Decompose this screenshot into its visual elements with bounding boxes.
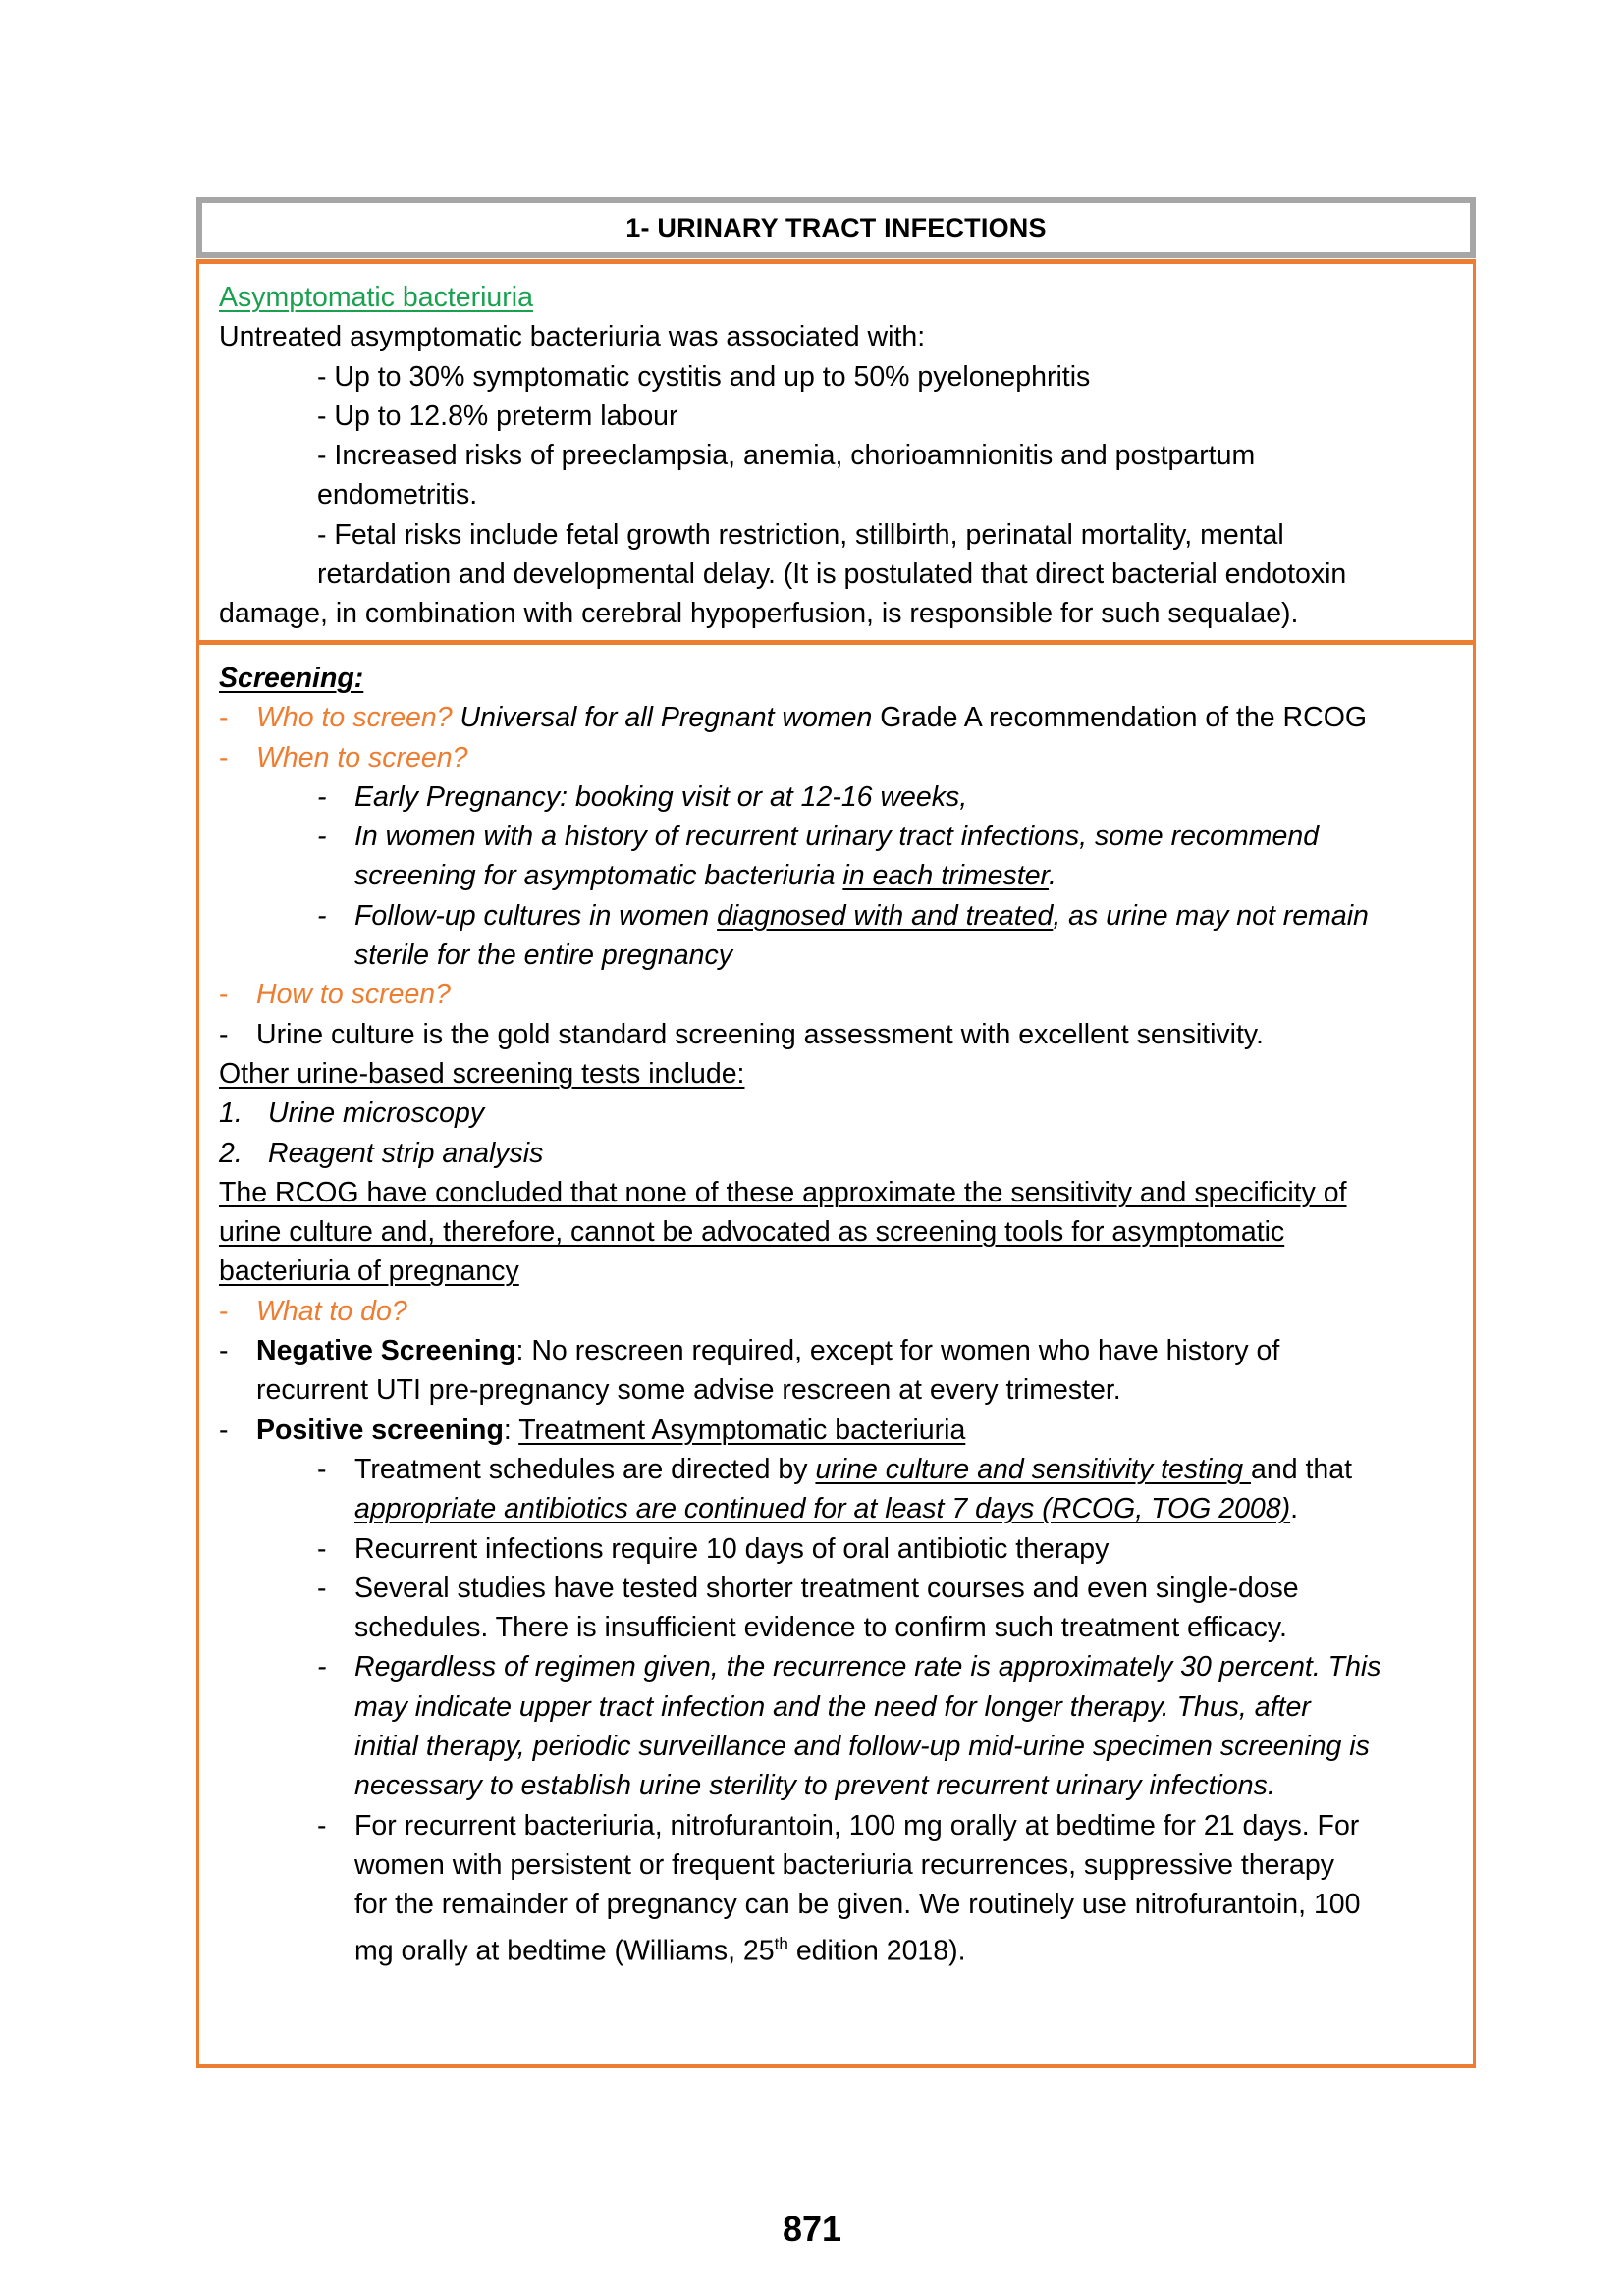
bullet-dash: -: [219, 702, 229, 734]
screening-box: [196, 645, 1476, 2068]
what-to-do-row: [219, 1292, 1453, 1331]
text: Treatment schedules are directed by: [354, 1453, 816, 1485]
underlined-text: diagnosed with and treated: [717, 899, 1054, 932]
text: screening for asymptomatic bacteriuria: [354, 860, 843, 892]
treatment-item-cont: women with persistent or frequent bacteriuria recurrences, suppressive therapy: [354, 1848, 1334, 1881]
treatment-heading: Treatment Asymptomatic bacteriuria: [518, 1414, 966, 1446]
risk-item: - Up to 30% symptomatic cystitis and up to 50% pyelonephritis: [317, 360, 1091, 393]
who-to-screen-answer: Universal for all Pregnant women: [460, 702, 873, 734]
text: edition 2018).: [787, 1935, 966, 1966]
when-item-cont: sterile for the entire pregnancy: [354, 939, 732, 972]
risk-item: - Fetal risks include fetal growth restriction, stillbirth, perinatal mortality, mental: [317, 518, 1284, 551]
treatment-item-cont: may indicate upper tract infection and the need for longer therapy. Thus, after: [354, 1690, 1311, 1723]
treatment-text: For recurrent bacteriuria, nitrofurantoin, 100 mg orally at bedtime for 21 days. For: [354, 1809, 1360, 1842]
bullet-dash: -: [317, 780, 327, 813]
section-heading-asymptomatic-bacteriuria: Asymptomatic bacteriuria: [219, 282, 533, 313]
who-to-screen-row: [219, 698, 1453, 737]
chapter-title: 1- URINARY TRACT INFECTIONS: [625, 212, 1047, 242]
when-to-screen-row: [219, 738, 1453, 777]
underlined-text: in each trimester: [842, 860, 1049, 892]
treatment-item-cont: [219, 1925, 1453, 1971]
risk-item-cont: endometritis.: [317, 479, 478, 511]
risk-item: - Increased risks of preeclampsia, anemia, chorioamnionitis and postpartum: [317, 440, 1256, 472]
test-number: 1.: [219, 1097, 243, 1130]
bullet-dash: -: [317, 1651, 327, 1683]
negative-screening-text: : No rescreen required, except for women who have history of: [515, 1335, 1280, 1367]
negative-screening-cont: recurrent UTI pre-pregnancy some advise rescreen at every trimester.: [256, 1374, 1121, 1407]
treatment-item-cont: initial therapy, periodic surveillance and follow-up mid-urine specimen screening is: [354, 1731, 1370, 1763]
treatment-item: [219, 1569, 1453, 1608]
negative-screening-row: [219, 1331, 1453, 1370]
treatment-item: [219, 1450, 1453, 1489]
intro-text: Untreated asymptomatic bacteriuria was associated with:: [219, 321, 926, 353]
text: .: [1290, 1493, 1299, 1525]
bullet-dash: -: [219, 979, 229, 1011]
when-item-text: Early Pregnancy: booking visit or at 12-16 weeks,: [354, 780, 968, 813]
test-item: [219, 1134, 1453, 1173]
treatment-text: Regardless of regimen given, the recurrence rate is approximately 30 percent. This: [354, 1651, 1381, 1683]
chapter-title-box: [196, 197, 1476, 258]
positive-screening-row: [219, 1411, 1453, 1450]
text: Follow-up cultures in women: [354, 899, 718, 932]
when-item-cont: [219, 856, 1453, 895]
negative-screening-label: Negative Screening: [256, 1335, 516, 1367]
treatment-item-cont: [219, 1489, 1453, 1528]
bullet-dash: -: [317, 1572, 327, 1604]
how-statement-text: Urine culture is the gold standard screening assessment with excellent sensitivity.: [256, 1018, 1264, 1050]
asymptomatic-bacteriuria-box: [196, 259, 1476, 645]
who-to-screen-grade: Grade A recommendation of the RCOG: [872, 702, 1368, 734]
when-item-text: In women with a history of recurrent urinary tract infections, some recommend: [354, 821, 1320, 853]
text: , as urine may not remain: [1053, 899, 1369, 932]
treatment-item: [219, 1647, 1453, 1686]
when-item: [219, 817, 1453, 856]
rcog-conclusion: The RCOG have concluded that none of these approximate the sensitivity and specificity of: [219, 1176, 1347, 1208]
risk-item-cont: damage, in combination with cerebral hypoperfusion, is responsible for such sequalae).: [219, 598, 1299, 630]
treatment-item: [219, 1806, 1453, 1845]
treatment-item-cont: necessary to establish urine sterility to prevent recurrent urinary infections.: [354, 1770, 1275, 1802]
text: mg orally at bedtime (Williams, 25: [354, 1935, 775, 1966]
underlined-text: appropriate antibiotics are continued for at least 7 days (RCOG, TOG 2008): [354, 1493, 1291, 1525]
underlined-text: urine culture and sensitivity testing: [815, 1453, 1251, 1485]
text: :: [503, 1414, 519, 1446]
treatment-text: Several studies have tested shorter treatment courses and even single-dose: [354, 1572, 1299, 1604]
screening-heading: Screening:: [219, 663, 364, 694]
when-item: [219, 896, 1453, 935]
test-label: Urine microscopy: [268, 1097, 485, 1130]
bullet-dash: -: [219, 1018, 229, 1050]
bullet-dash: -: [317, 1453, 327, 1485]
rcog-conclusion: urine culture and, therefore, cannot be advocated as screening tools for asymptomatic: [219, 1216, 1285, 1249]
rcog-conclusion: bacteriuria of pregnancy: [219, 1255, 519, 1288]
when-item: [219, 777, 1453, 817]
test-label: Reagent strip analysis: [268, 1137, 544, 1169]
what-to-do-question: What to do?: [256, 1295, 407, 1327]
bullet-dash: -: [219, 1335, 229, 1367]
treatment-item-cont: for the remainder of pregnancy can be given. We routinely use nitrofurantoin, 100: [354, 1889, 1361, 1921]
when-to-screen-question: When to screen?: [256, 741, 468, 774]
how-to-screen-question: How to screen?: [256, 979, 452, 1011]
bullet-dash: -: [317, 1532, 327, 1565]
treatment-text: Recurrent infections require 10 days of oral antibiotic therapy: [354, 1532, 1110, 1565]
test-item: [219, 1094, 1453, 1133]
bullet-dash: -: [317, 899, 327, 932]
bullet-dash: -: [219, 741, 229, 774]
text: .: [1048, 860, 1056, 892]
other-tests-heading: Other urine-based screening tests include:: [219, 1057, 745, 1090]
treatment-item-cont: schedules. There is insufficient evidence to confirm such treatment efficacy.: [354, 1612, 1287, 1644]
how-to-screen-row: [219, 975, 1453, 1014]
positive-screening-label: Positive screening: [256, 1414, 504, 1446]
bullet-dash: -: [219, 1414, 229, 1446]
page-number: 871: [782, 2209, 842, 2249]
who-to-screen-question: Who to screen?: [256, 702, 453, 734]
how-statement: [219, 1015, 1453, 1054]
superscript: th: [774, 1934, 788, 1953]
risk-item-cont: retardation and developmental delay. (It is postulated that direct bacterial endotoxin: [317, 559, 1347, 591]
treatment-item: [219, 1529, 1453, 1569]
bullet-dash: -: [317, 821, 327, 853]
risk-item: - Up to 12.8% preterm labour: [317, 400, 678, 432]
text: and that: [1251, 1453, 1353, 1485]
test-number: 2.: [219, 1137, 243, 1169]
bullet-dash: -: [219, 1295, 229, 1327]
bullet-dash: -: [317, 1809, 327, 1842]
